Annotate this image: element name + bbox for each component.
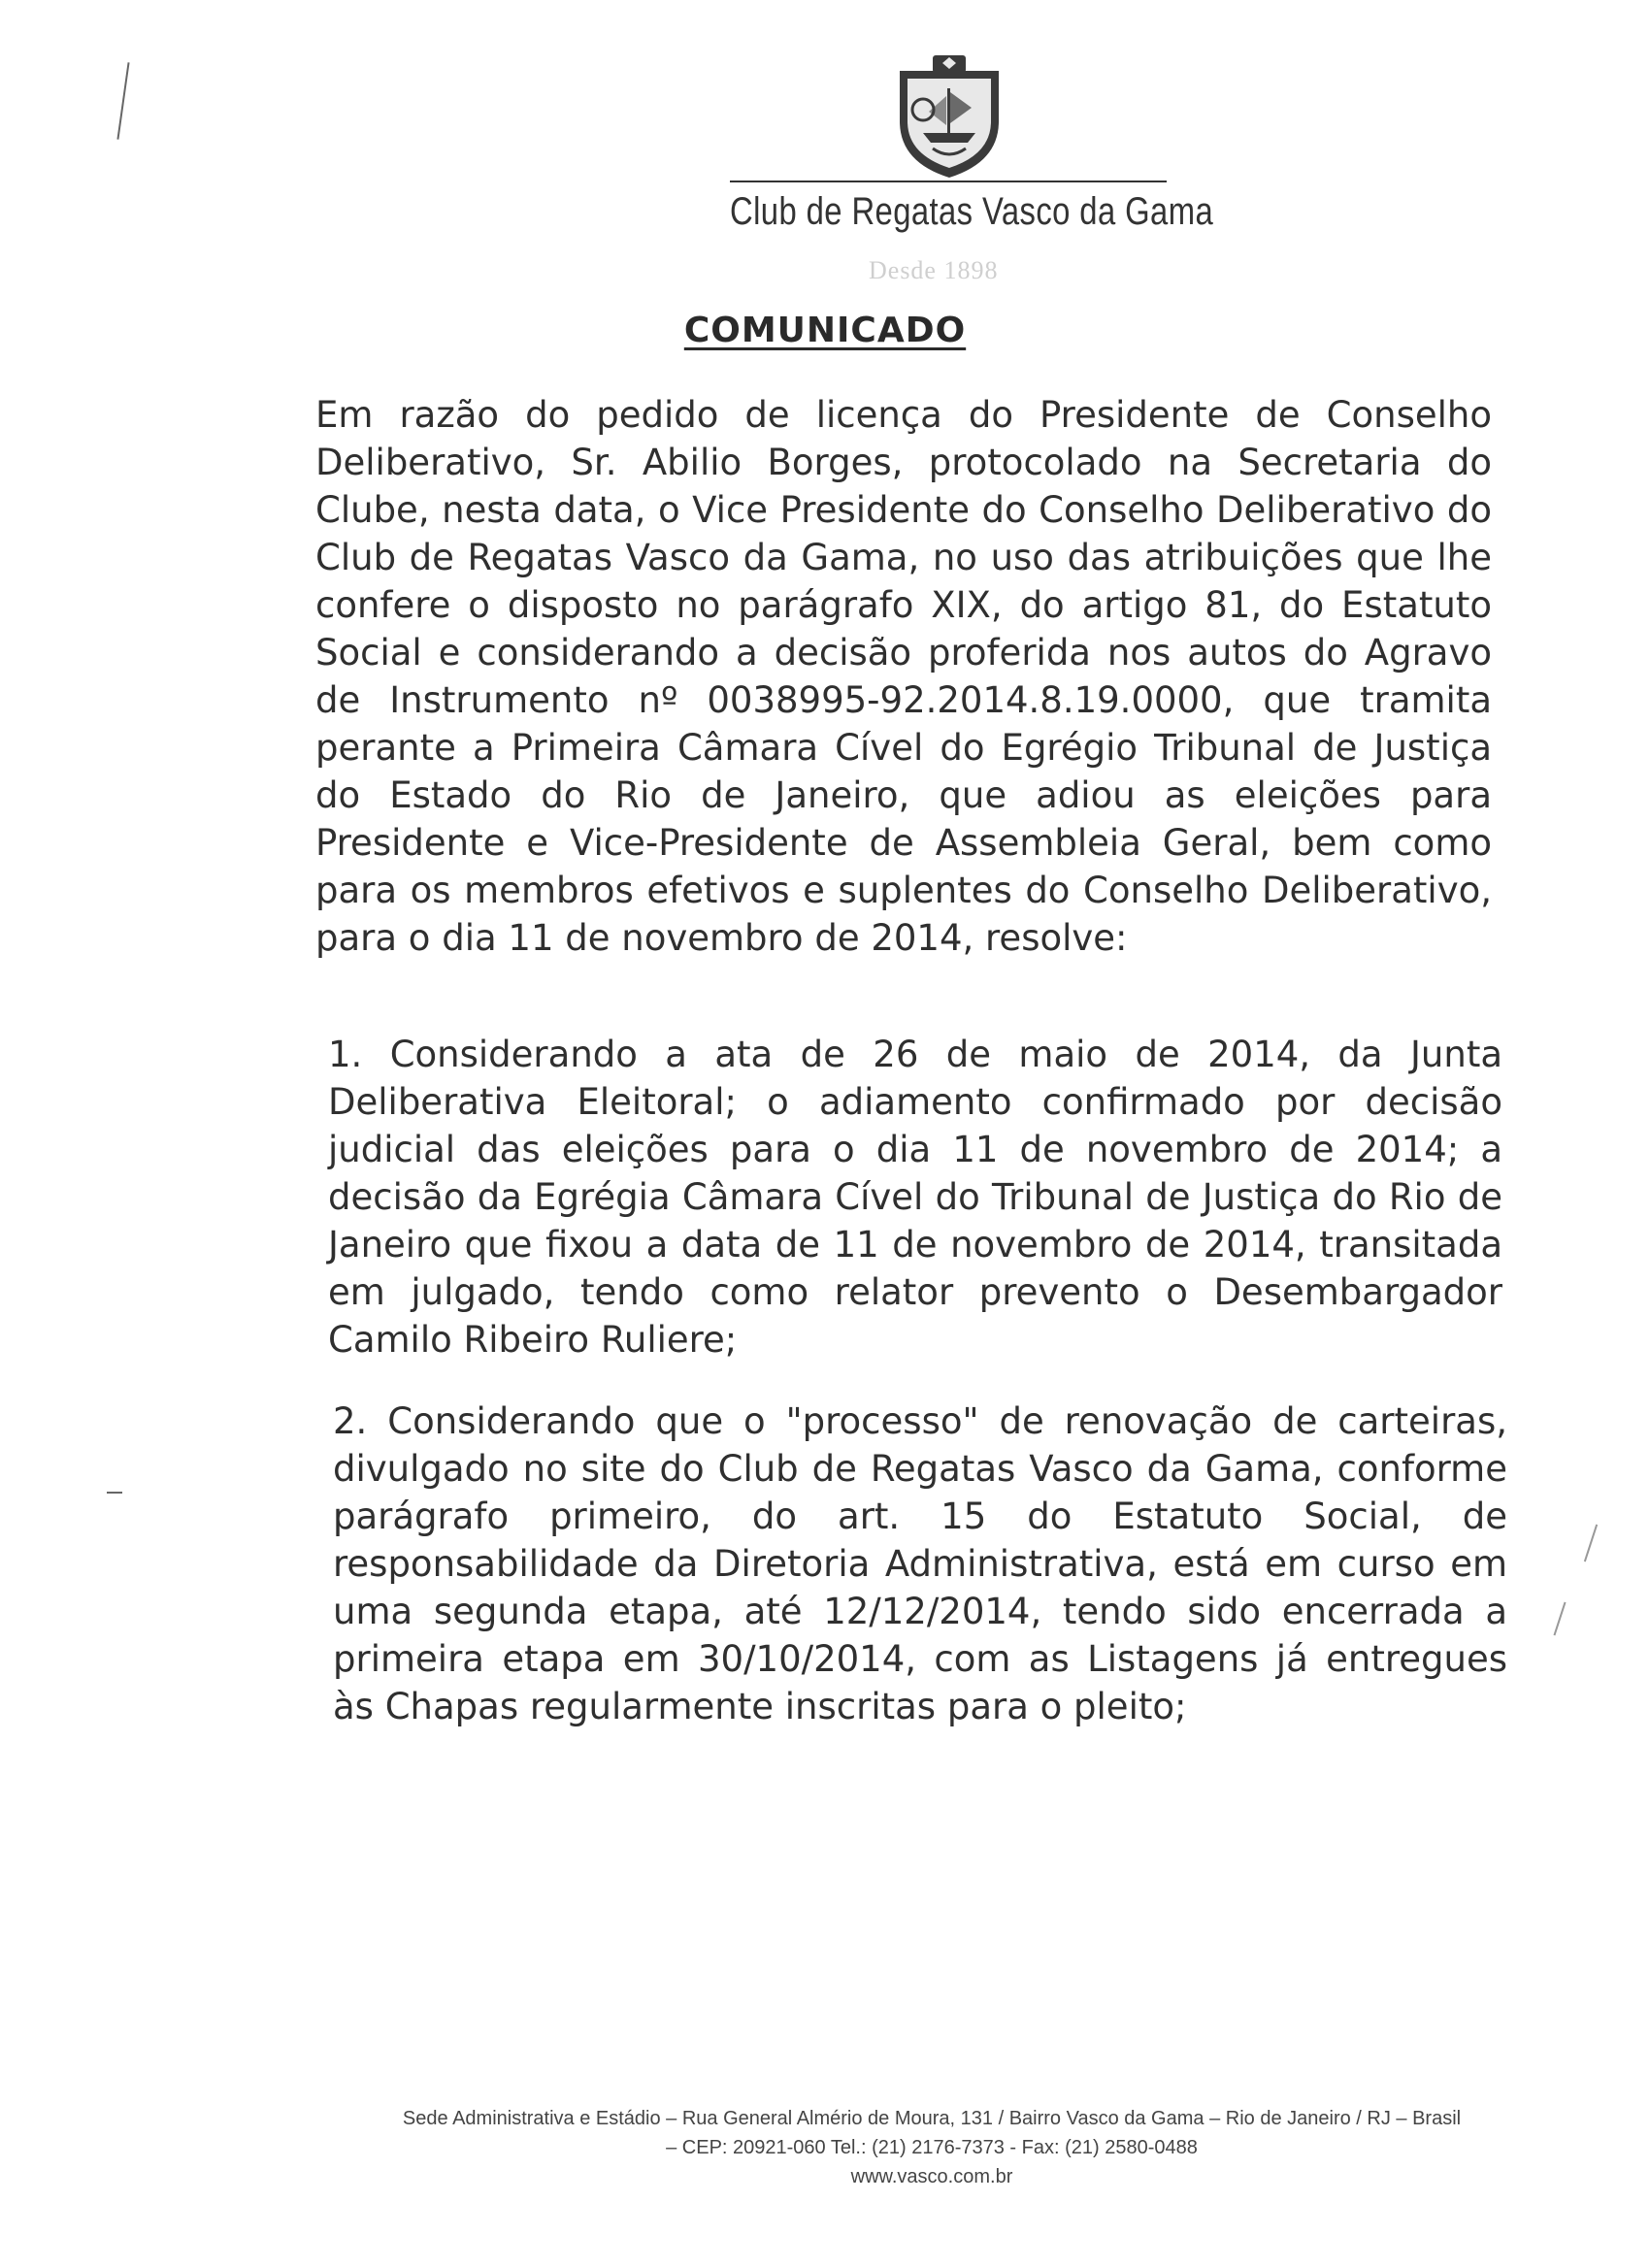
- footer-website[interactable]: www.vasco.com.br: [850, 2166, 1013, 2187]
- scan-mark: [116, 62, 129, 139]
- item-2-paragraph: 2. Considerando que o "processo" de renovação de carteiras, divulgado no site do Club de Regatas Vasco da Gama, conforme parágrafo primeiro, do art. 15 do Estatuto Social, de responsabilidade da Diretoria Administrativa, está em curso em uma segunda etapa, até 12/12/2014, tendo sido encerrada a primeira etapa em 30/10/2014, com as Listagens já entregues às Chapas regularmente inscritas para o pleito;: [333, 1400, 1507, 1727]
- scan-mark: [1584, 1525, 1598, 1562]
- intro-paragraph: Em razão do pedido de licença do Presidente de Conselho Deliberativo, Sr. Abilio Borges, protocolado na Secretaria do Clube, nesta data, o Vice Presidente do Conselho Deliberativo do Club de Regatas Vasco da Gama, no uso das atribuições que lhe confere o disposto no parágrafo XIX, do artigo 81, do Estatuto Social e considerando a decisão proferida nos autos do Agravo de Instrumento nº 0038995-92.2014.8.19.0000, que tramita perante a Primeira Câmara Cível do Egrégio Tribunal de Justiça do Estado do Rio de Janeiro, que adiou as eleições para Presidente e Vice-Presidente de Assembleia Geral, bem como para os membros efetivos e suplentes do Conselho Deliberativo, para o dia 11 de novembro de 2014, resolve:: [315, 394, 1492, 959]
- scan-mark: [1553, 1602, 1566, 1636]
- footer-address: Sede Administrativa e Estádio – Rua General Almério de Moura, 131 / Bairro Vasco da Gama – Rio de Janeiro / RJ – Brasil: [402, 2108, 1462, 2129]
- letterhead-rule: [730, 181, 1167, 182]
- footer-contact: – CEP: 20921-060 Tel.: (21) 2176-7373 - Fax: (21) 2580-0488: [666, 2137, 1198, 2158]
- document-title: COMUNICADO: [683, 311, 967, 350]
- item-1-paragraph: 1. Considerando a ata de 26 de maio de 2014, da Junta Deliberativa Eleitoral; o adiamento confirmado por decisão judicial das eleições para o dia 11 de novembro de 2014; a decisão da Egrégia Câmara Cível do Tribunal de Justiça do Rio de Janeiro que fixou a data de 11 de novembro de 2014, transitada em julgado, tendo como relator prevento o Desembargador Camilo Ribeiro Ruliere;: [328, 1034, 1502, 1361]
- scan-mark: [107, 1492, 122, 1494]
- since-line: Desde 1898: [869, 256, 999, 284]
- club-name: Club de Regatas Vasco da Gama: [730, 190, 1214, 233]
- vasco-crest-icon: [894, 53, 1005, 181]
